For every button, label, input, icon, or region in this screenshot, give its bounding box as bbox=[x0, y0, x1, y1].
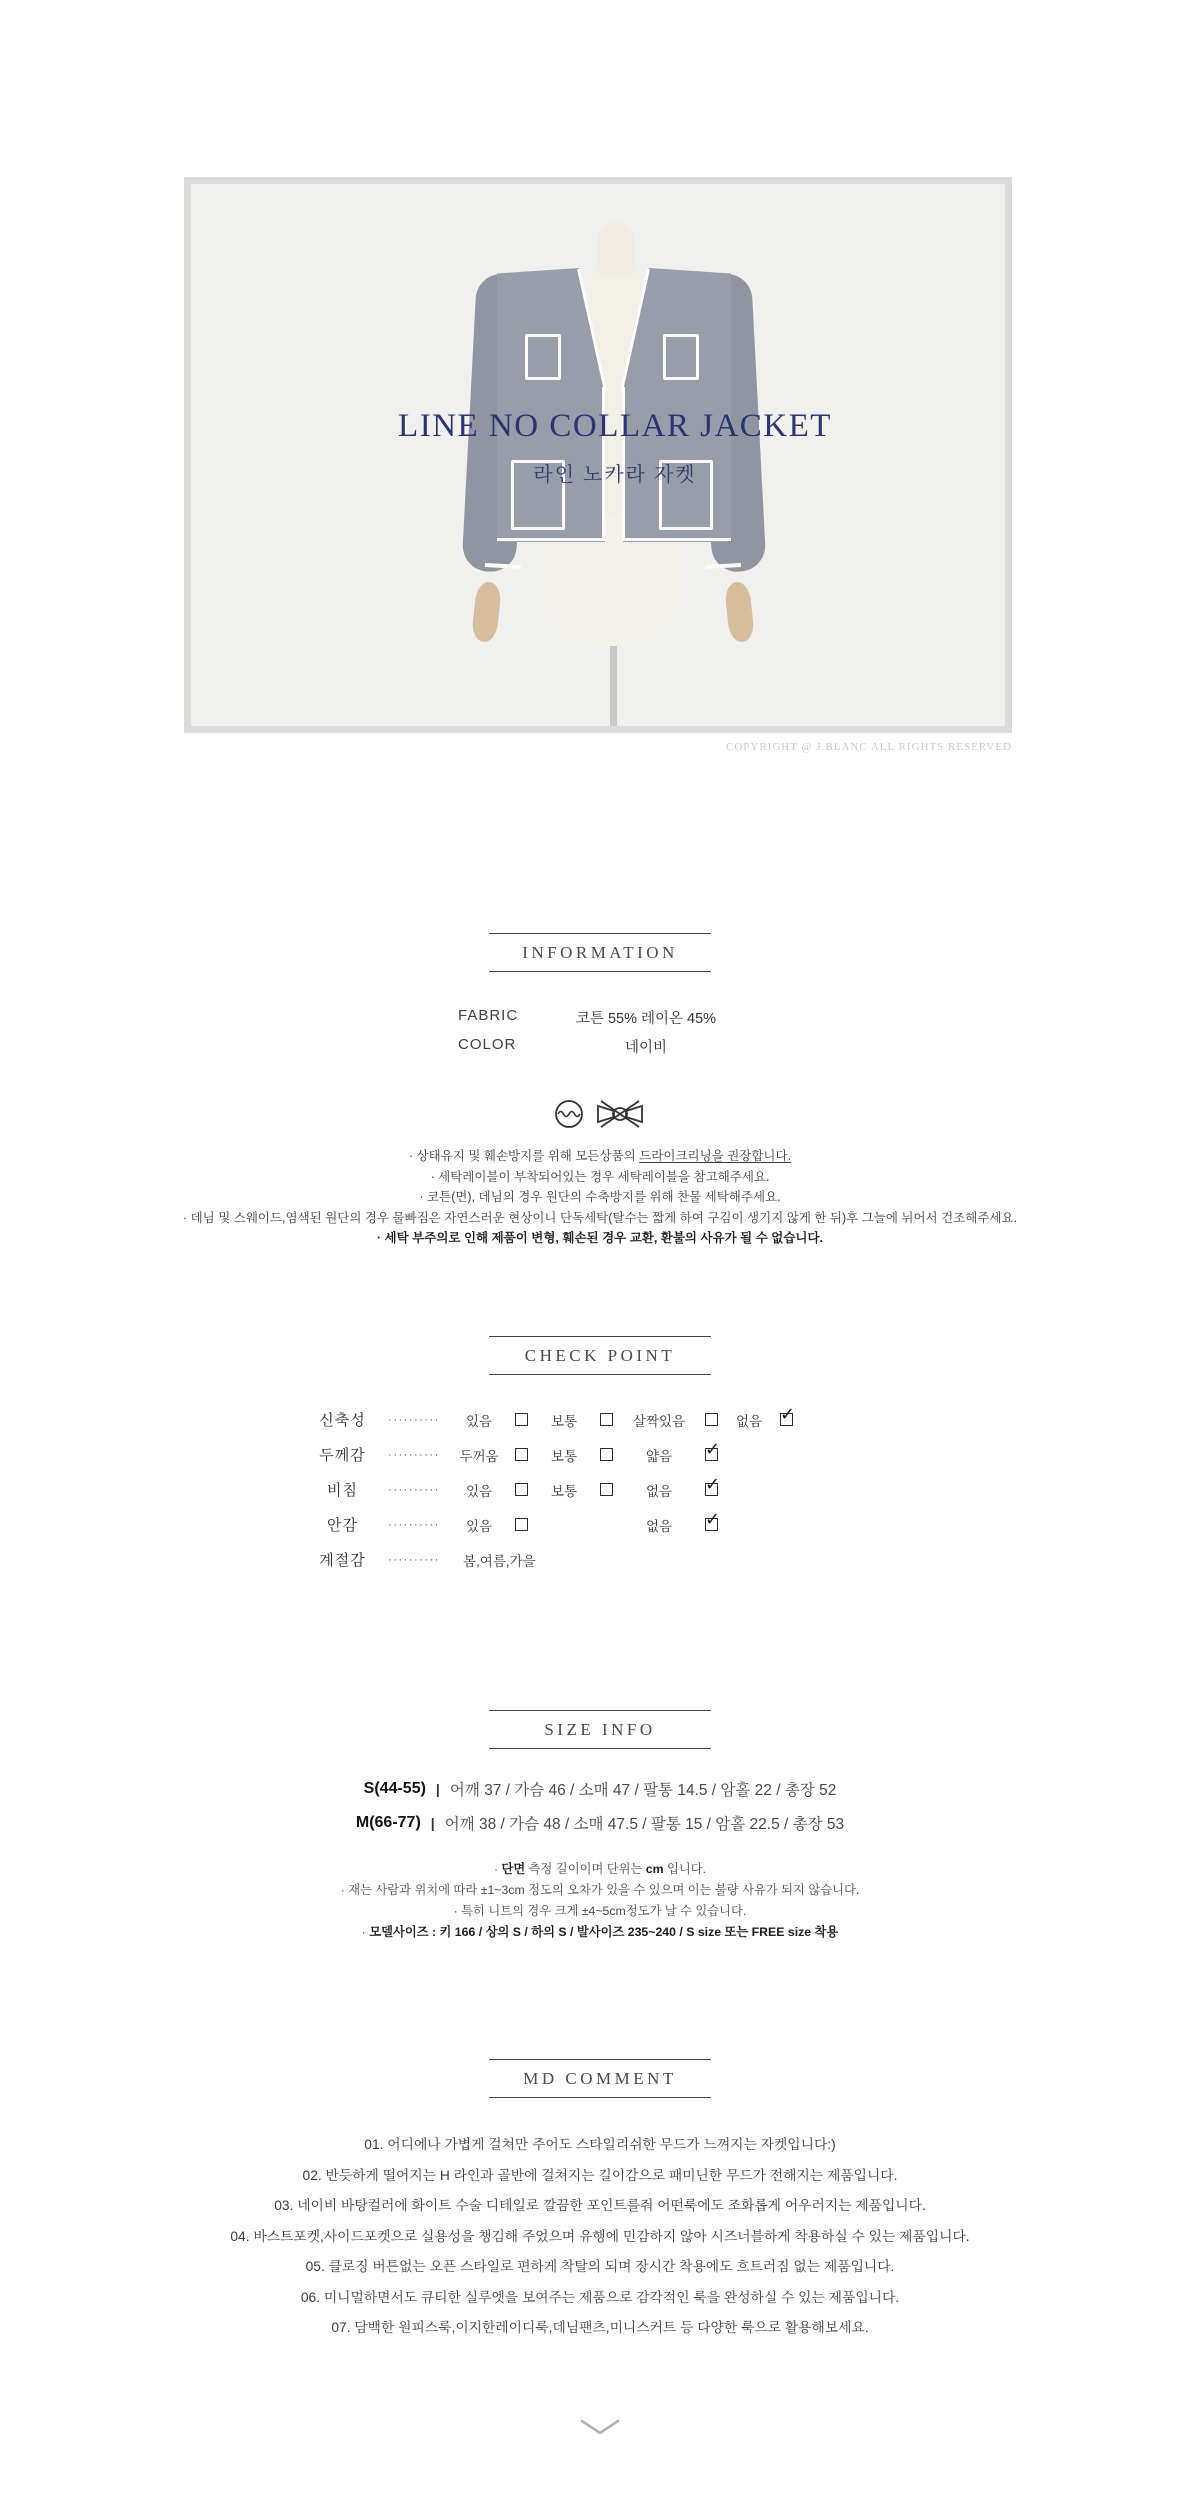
dotted-leader: ·········· bbox=[388, 1518, 440, 1531]
checkbox-icon bbox=[600, 1413, 613, 1426]
section-heading-md-comment: MD COMMENT bbox=[489, 2059, 711, 2098]
text-segment: · bbox=[361, 1925, 370, 1939]
md-comment-line: 07. 담백한 원피스룩,이지한레이디룩,데님팬츠,미니스커트 등 다양한 룩으로 활용해보세요. bbox=[331, 2320, 869, 2335]
product-subtitle: 라인 노카라 자켓 bbox=[533, 464, 697, 486]
size-measurements: 어깨 37 / 가슴 46 / 소매 47 / 팔통 14.5 / 암홀 22 / 총장 52 bbox=[449, 1782, 837, 1799]
check-option bbox=[613, 1445, 718, 1465]
check-option-label: 있음 bbox=[465, 1483, 493, 1499]
text-segment: 드라이크리닝을 권장합니다. bbox=[639, 1149, 792, 1163]
size-row bbox=[0, 1806, 1200, 1840]
checkbox-icon bbox=[515, 1518, 528, 1531]
size-divider: | bbox=[430, 1815, 435, 1831]
text-segment: 단면 bbox=[501, 1862, 526, 1876]
product-photo bbox=[191, 184, 1005, 726]
check-point-row bbox=[0, 1437, 1200, 1472]
checkbox-icon bbox=[600, 1483, 613, 1496]
check-point-row bbox=[0, 1542, 1200, 1577]
check-option bbox=[528, 1445, 613, 1465]
checkbox-icon bbox=[515, 1483, 528, 1496]
care-note-line bbox=[0, 1146, 1200, 1167]
dotted-leader: ·········· bbox=[388, 1413, 440, 1426]
care-notes bbox=[0, 1146, 1200, 1249]
text-segment: · 상태유지 및 훼손방지를 위해 모든상품의 bbox=[408, 1149, 640, 1163]
md-comment-line: 01. 어디에나 가볍게 걸쳐만 주어도 스타일리쉬한 무드가 느껴지는 자켓입니다:) bbox=[364, 2137, 836, 2152]
scroll-more-control[interactable] bbox=[0, 2418, 1200, 2441]
size-notes bbox=[0, 1859, 1200, 1943]
check-option bbox=[443, 1515, 528, 1535]
md-comment-line: 06. 미니멀하면서도 큐티한 실루엣을 보여주는 제품으로 감각적인 룩을 완성하실 수 있는 제품입니다. bbox=[300, 2289, 900, 2305]
check-option-label: 없음 bbox=[645, 1518, 673, 1534]
jacket-hem-piping bbox=[497, 538, 605, 541]
text-segment: · 데님 및 스웨이드,염색된 원단의 경우 물빠짐은 자연스러운 현상이니 단독세탁(탈수는 짧게 하여 구김이 생기지 않게 한 뒤)후 그늘에 뉘어서 건조해주세요. bbox=[182, 1210, 1018, 1225]
check-row-label: 신축성 bbox=[319, 1412, 366, 1429]
jacket-hem-piping bbox=[623, 538, 731, 541]
mannequin-pole bbox=[610, 636, 617, 726]
text-segment: · bbox=[493, 1862, 502, 1876]
check-option bbox=[443, 1445, 528, 1465]
size-note-line bbox=[0, 1901, 1200, 1922]
text-segment: · 재는 사람과 위치에 따라 ±1~3cm 정도의 오차가 있을 수 있으며 이는 불량 사유가 되지 않습니다. bbox=[340, 1883, 860, 1897]
check-option bbox=[718, 1410, 793, 1430]
mannequin-right-hand bbox=[724, 581, 755, 643]
text-segment: 모델사이즈 : 키 166 / 상의 S / 하의 S / 발사이즈 235~240 / S size 또는 FREE size 착용 bbox=[369, 1925, 839, 1939]
check-option-label: 있음 bbox=[465, 1413, 493, 1429]
checkbox-icon bbox=[515, 1413, 528, 1426]
section-heading-size-info: SIZE INFO bbox=[489, 1710, 711, 1749]
mannequin-left-hand bbox=[471, 581, 502, 643]
checkbox-icon bbox=[705, 1413, 718, 1426]
text-segment: · 특히 니트의 경우 크게 ±4~5cm정도가 날 수 있습니다. bbox=[453, 1904, 747, 1918]
check-option bbox=[443, 1480, 528, 1500]
info-row bbox=[0, 1031, 1200, 1060]
check-row-label: 비침 bbox=[327, 1482, 358, 1499]
size-name: M(66-77) bbox=[355, 1814, 421, 1831]
check-option-label: 없음 bbox=[645, 1483, 673, 1499]
check-option-label: 얇음 bbox=[645, 1448, 673, 1464]
info-row bbox=[0, 1002, 1200, 1031]
care-note-line bbox=[0, 1167, 1200, 1188]
text-segment: 측정 길이이며 단위는 bbox=[525, 1862, 646, 1876]
check-point-row bbox=[0, 1402, 1200, 1437]
check-point-row bbox=[0, 1507, 1200, 1542]
checkbox-icon bbox=[515, 1448, 528, 1461]
check-option bbox=[443, 1410, 528, 1430]
size-note-line bbox=[0, 1922, 1200, 1943]
checkbox-icon bbox=[600, 1448, 613, 1461]
text-segment: cm bbox=[645, 1862, 664, 1876]
info-value: 네이비 bbox=[624, 1040, 668, 1056]
info-label: FABRIC bbox=[458, 1007, 519, 1024]
product-title: LINE NO COLLAR JACKET bbox=[398, 408, 832, 444]
checkbox-icon bbox=[705, 1483, 718, 1496]
jacket-chest-pocket bbox=[525, 334, 561, 380]
check-option bbox=[528, 1480, 613, 1500]
check-option bbox=[613, 1480, 718, 1500]
text-segment: 입니다. bbox=[663, 1862, 707, 1876]
md-comment-line: 04. 바스트포켓,사이드포켓으로 실용성을 챙김해 주었으며 유행에 민감하지 않아 시즈너블하게 착용하실 수 있는 제품입니다. bbox=[230, 2228, 970, 2244]
size-row bbox=[0, 1772, 1200, 1806]
size-name: S(44-55) bbox=[363, 1780, 426, 1797]
md-comment-line: 05. 클로징 버튼없는 오픈 스타일로 편하게 착탈의 되며 장시간 착용에도 흐트러짐 없는 제품입니다. bbox=[305, 2259, 895, 2274]
dotted-leader: ·········· bbox=[388, 1553, 440, 1566]
chevron-down-icon[interactable] bbox=[578, 2418, 622, 2441]
do-not-wring-icon bbox=[593, 1098, 647, 1135]
care-note-line bbox=[0, 1228, 1200, 1249]
text-segment: · 코튼(면), 데님의 경우 원단의 수축방지를 위해 찬물 세탁해주세요. bbox=[419, 1190, 781, 1204]
info-value: 코튼 55% 레이온 45% bbox=[575, 1011, 717, 1027]
section-heading-check-point: CHECK POINT bbox=[489, 1336, 711, 1375]
md-comment-list bbox=[0, 2130, 1200, 2344]
text-segment: · 세탁 부주의로 인해 제품이 변형, 훼손된 경우 교환, 환불의 사유가 될 수 없습니다. bbox=[376, 1231, 824, 1245]
check-row-label: 안감 bbox=[327, 1517, 358, 1534]
mannequin-neck bbox=[597, 222, 635, 274]
check-option bbox=[613, 1410, 718, 1430]
checkbox-icon bbox=[705, 1448, 718, 1461]
check-options bbox=[443, 1445, 793, 1465]
check-option-label: 보통 bbox=[550, 1483, 578, 1499]
check-options bbox=[443, 1515, 793, 1535]
care-note-line bbox=[0, 1208, 1200, 1229]
copyright-text: COPYRIGHT @ J.BLANC ALL RIGHTS RESERVED bbox=[726, 741, 1012, 753]
dry-clean-icon bbox=[554, 1099, 584, 1134]
season-value: 봄,여름,가을 bbox=[463, 1553, 536, 1569]
check-row-label: 두께감 bbox=[319, 1447, 366, 1464]
section-heading-information: INFORMATION bbox=[489, 933, 711, 972]
dotted-leader: ·········· bbox=[388, 1448, 440, 1461]
check-point-table bbox=[0, 1402, 1200, 1577]
check-options bbox=[443, 1480, 793, 1500]
check-option-label: 두꺼움 bbox=[459, 1448, 499, 1464]
text-segment: · 세탁레이블이 부착되어있는 경우 세탁레이블을 참고해주세요. bbox=[430, 1169, 770, 1184]
size-divider: | bbox=[435, 1781, 440, 1797]
check-option bbox=[613, 1515, 718, 1535]
check-row-label: 계절감 bbox=[319, 1552, 366, 1569]
jacket-chest-pocket bbox=[663, 334, 699, 380]
check-option bbox=[528, 1410, 613, 1430]
check-option-label: 살짝있음 bbox=[632, 1413, 686, 1429]
check-option-label: 보통 bbox=[550, 1448, 578, 1464]
size-measurements: 어깨 38 / 가슴 48 / 소매 47.5 / 팔통 15 / 암홀 22.5 / 총장 53 bbox=[444, 1816, 845, 1833]
check-option-label: 없음 bbox=[735, 1413, 763, 1429]
hero-product-image bbox=[184, 177, 1012, 733]
check-point-row bbox=[0, 1472, 1200, 1507]
checkbox-icon bbox=[780, 1413, 793, 1426]
md-comment-line: 03. 네이비 바탕컬러에 화이트 수술 디테일로 깔끔한 포인트를줘 어떤룩에도 조화롭게 어우러지는 제품입니다. bbox=[274, 2198, 926, 2213]
dotted-leader: ·········· bbox=[388, 1483, 440, 1496]
info-label: COLOR bbox=[458, 1036, 517, 1053]
care-note-line bbox=[0, 1187, 1200, 1208]
size-note-line bbox=[0, 1859, 1200, 1880]
md-comment-line: 02. 반듯하게 떨어지는 H 라인과 골반에 걸쳐지는 길이감으로 패미닌한 무드가 전해지는 제품입니다. bbox=[302, 2167, 898, 2183]
information-rows bbox=[0, 1002, 1200, 1060]
check-option-label: 보통 bbox=[550, 1413, 578, 1429]
checkbox-icon bbox=[705, 1518, 718, 1531]
laundry-care-icons bbox=[0, 1099, 1200, 1133]
size-table bbox=[0, 1772, 1200, 1840]
check-option-label: 있음 bbox=[465, 1518, 493, 1534]
check-options bbox=[443, 1410, 793, 1430]
size-note-line bbox=[0, 1880, 1200, 1901]
